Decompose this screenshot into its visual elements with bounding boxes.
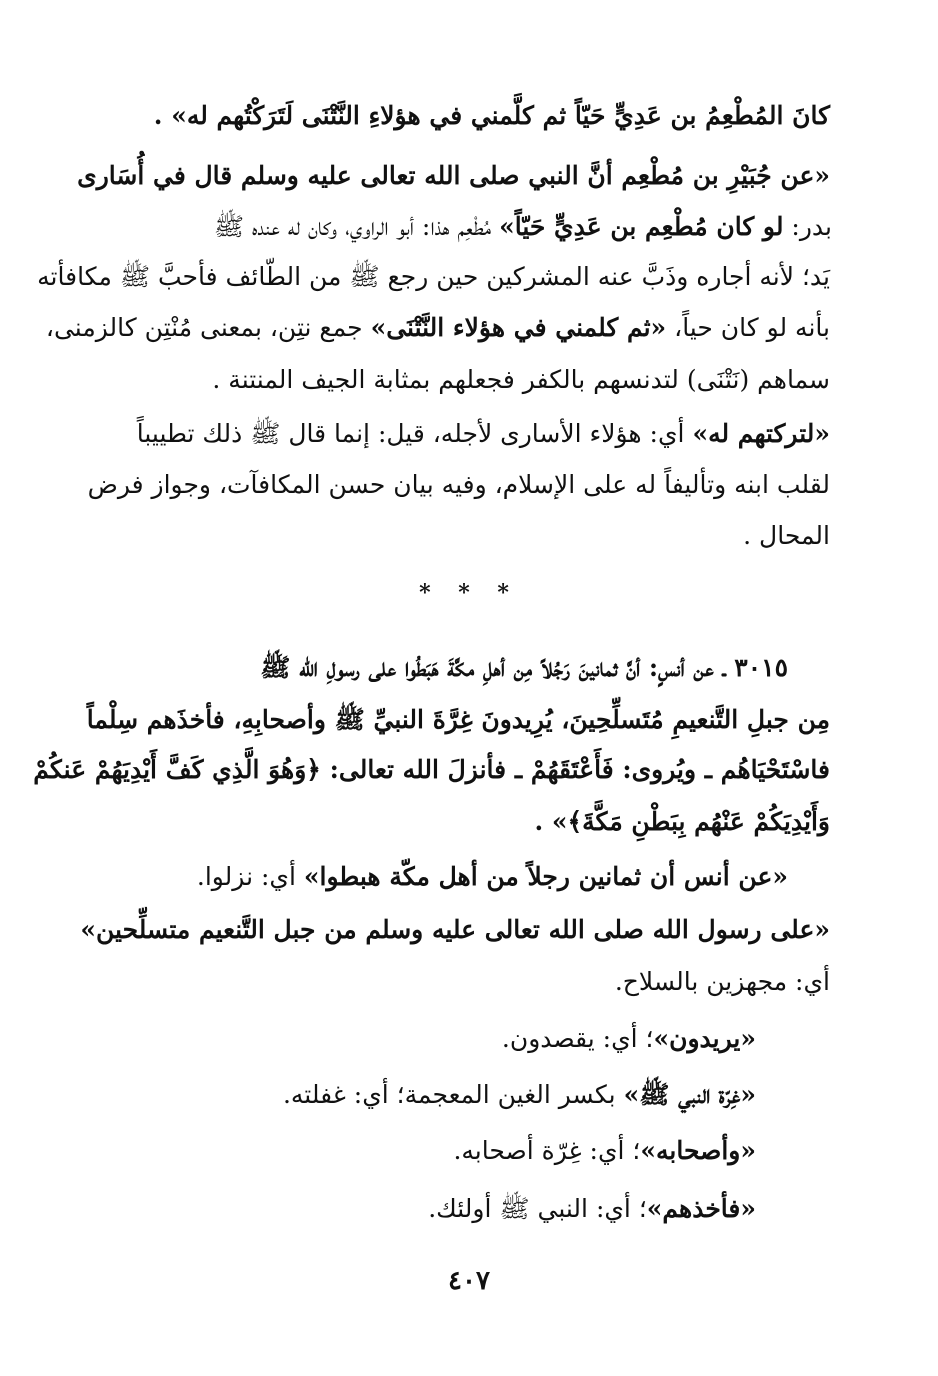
text-segment: مُطْعِم هذا: أبو الراوي، وكان له عنده ﷺ [213,212,500,241]
text-line: «عن جُبَيْرِ بن مُطْعِم أنَّ النبي صلى الله تعالى عليه وسلم قال في أُسَارى [77,161,830,190]
text-segment: بدر: [783,212,832,241]
text-segment: جمع نتِن، بمعنى مُنْتِن كالزمنى، [45,313,371,342]
text-segment: أي: نزلوا. [196,862,304,891]
commentary-line [0,862,788,891]
text-segment: ؛ أي: غِرّة أصحابه. [453,1136,641,1165]
text-line [0,313,830,342]
commentary-line: «على رسول الله صلى الله تعالى عليه وسلم من جبل التَّنعيم متسلِّحين» [80,915,830,944]
quoted-phrase: «عن أنس أن ثمانين رجلاً من أهل مكّة هبطوا» [303,862,788,891]
text-segment: أي: هؤلاء الأسارى لأجله، قيل: إنما قال ﷺ ذلك تطييباً [136,419,693,448]
quoted-phrase: لو كان مُطْعِم بن عَدِيٍّ حَيّاً» [499,212,784,241]
text-line: يَد؛ لأنه أجاره وذَبَّ عنه المشركين حين رجع ﷺ من الطّائف فأحبَّ ﷺ مكافأته [37,262,830,291]
commentary-line [0,1079,756,1116]
section-separator: * * * [419,580,519,606]
quoted-phrase: «ثم كلمني في هؤلاء النَّتْنَى» [370,313,667,342]
hadith-line: ٣٠١٥ ـ عن أنسٍ: أنَّ ثمانينَ رَجُلاً مِن أهلِ مكَّةَ هَبَطُوا على رسولِ الله ﷺ [260,653,788,682]
text-line: سماهم (نَتْنَى) لتدنسهم بالكفر فجعلهم بمثابة الجيف المنتنة . [212,365,830,394]
commentary-line: أي: مجهزين بالسلاح. [614,967,830,996]
text-segment: ؛ أي: النبي ﷺ أولئك. [428,1194,647,1223]
quoted-phrase: «لتركتهم له» [692,419,830,448]
text-line: لقلب ابنه وتأليفاً له على الإسلام، وفيه بيان حسن المكافآت، وجواز فرض [87,470,830,499]
quoted-phrase: «غِرّة النبي ﷺ» [623,1080,756,1109]
page-number: ٤٠٧ [448,1266,490,1296]
text-segment: ؛ أي: يقصدون. [501,1024,654,1053]
commentary-line [0,1193,756,1230]
hadith-line: فاسْتَحْيَاهُم ـ ويُروى: فَأَعْتَقَهُمْ ـ فأنزلَ الله تعالى: ﴿وَهُوَ الَّذِي كَفَّ أَيْدِيَهُمْ عَنكُمْ [33,755,830,784]
quoted-phrase: «يريدون» [653,1024,756,1053]
hadith-line: مِن جبلِ التَّنعيمِ مُتَسلِّحِينَ، يُرِيدونَ غِرَّةَ النبيِّ ﷺ وأصحابِهِ، فأخذَهم سِلْماً [86,705,830,734]
quoted-phrase: «وأصحابه» [640,1136,756,1165]
text-line [0,418,830,455]
quoted-phrase: «فأخذهم» [646,1194,756,1223]
hadith-line: وَأَيْدِيَكُمْ عَنْهُم بِبَطْنِ مَكَّةَ﴾» . [534,807,830,836]
text-line: كانَ المُطْعِمُ بن عَدِيٍّ حَيّاً ثم كلَّمني في هؤلاءِ النَّتْنَى لَتَرَكْتُهم له» . [153,101,830,130]
text-segment: بأنه لو كان حياً، [666,313,830,342]
text-line: المحال . [743,521,830,550]
commentary-line [0,1024,756,1053]
text-line [0,211,832,248]
commentary-line [0,1136,756,1165]
text-segment: بكسر الغين المعجمة؛ أي: غفلته. [282,1080,624,1109]
